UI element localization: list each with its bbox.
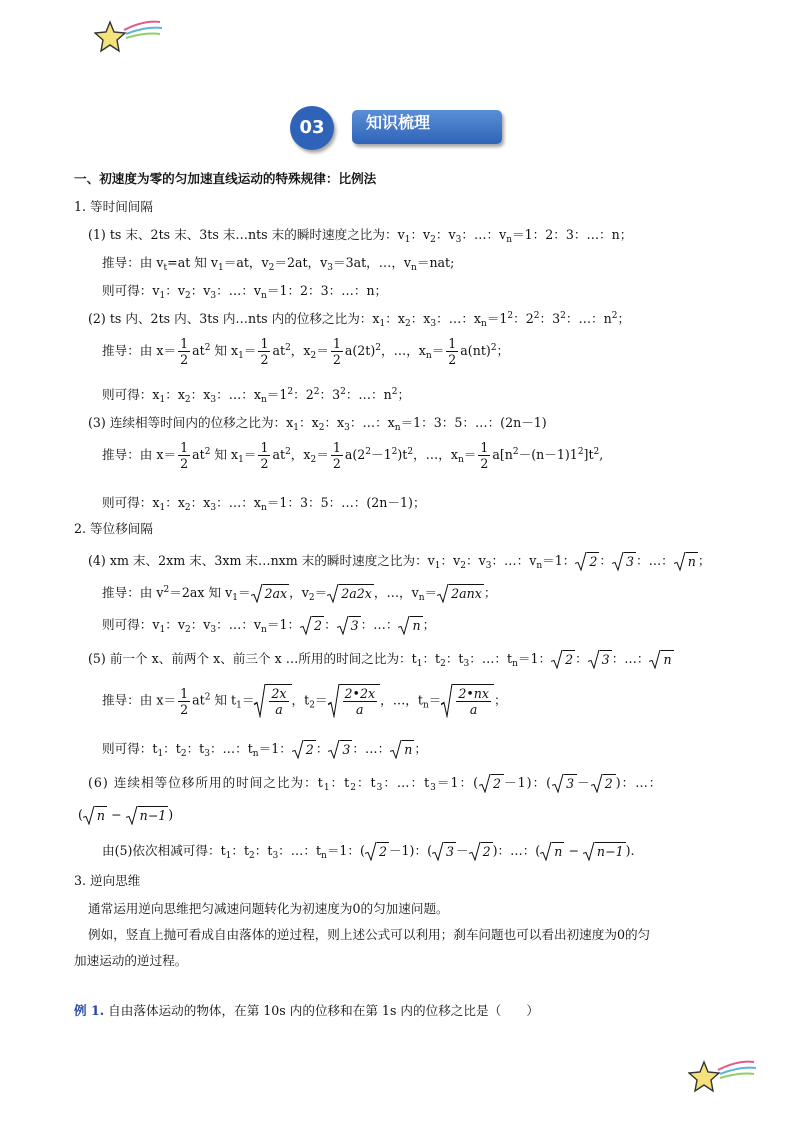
formula-line: 则可得：$v_1$：$v_2$：$v_3$：…：$v_n=1$： 2 ： 3 ：…： n ；: [102, 617, 436, 635]
formula-line: (6) 连续相等位移所用的时间之比为：$t_1$：$t_2$：$t_3$：…：$t_3=1$：( 2 －1)：( 3 － 2 )：…：: [88, 775, 663, 793]
subsection-title: 3. 逆向思维: [74, 873, 141, 888]
star-decoration-icon: [94, 16, 164, 60]
example-label: 例 1.: [74, 1003, 105, 1018]
paragraph: 加速运动的逆过程。: [74, 953, 188, 968]
formula-line: (5) 前一个 x、前两个 x、前三个 x …所用的时间之比为：$t_1$：$t_2$：$t_3$：…：$t_n=1$： 2 ： 3 ：…： n: [88, 651, 672, 669]
section-title: 知识梳理: [365, 113, 430, 132]
formula-line: 则可得：$x_1$：$x_2$：$x_3$：…：$x_n=1^2$：$2^2$：$3^2$：…：$n^2$；: [102, 387, 411, 405]
formula-line: 推导：由 x＝ $\frac{1}{2}$ $at^2$ 知 $t_1=$ $\frac{2x}{a}$ ，$t_2=$ $\frac{2•2x}{a}$ ，…，$t_n=$ $\frac{2•nx}{a}$ ；: [102, 685, 507, 717]
formula-line: (2) ts 内、2ts 内、3ts 内…nts 内的位移之比为：$x_1$：$x_2$：$x_3$：…：$x_n=1^2$：$2^2$：$3^2$：…：$n^2$；: [88, 311, 631, 329]
formula-line: (1) ts 末、2ts 末、3ts 末…nts 末的瞬时速度之比为：$v_1$：$v_2$：$v_3$：…：$v_n=1$：2：3：…：n；: [88, 227, 633, 245]
main-heading: 一、初速度为零的匀加速直线运动的特殊规律：比例法: [74, 171, 377, 186]
formula-line: 由(5)依次相减可得：$t_1$：$t_2$：$t_3$：…：$t_n=1$：( 2 －1)：( 3 － 2 )：…：( n − n−1 ).: [102, 843, 635, 861]
formula-line: 则可得：$x_1$：$x_2$：$x_3$：…：$x_n=1$：3：5：…：(2n－1)；: [102, 495, 426, 513]
formula-line: 则可得：$v_1$：$v_2$：$v_3$：…：$v_n=1$：2：3：…：n；: [102, 283, 388, 301]
formula-line: 推导：由 x＝ $\frac{1}{2}$ $at^2$ 知 $x_1=$ $\frac{1}{2}$ $at^2$，$x_2=$ $\frac{1}{2}$ $a(2t)^2$，…，$x_n=$ $\frac{1}{2}$ a(nt)$^2$；: [102, 336, 510, 367]
formula-line: 推导：由 $v_t=at$ 知 $v_1=at$，$v_2=2at$，$v_3=3at$，…，$v_n=nat$;: [102, 255, 455, 273]
paragraph: 通常运用逆向思维把匀减速问题转化为初速度为0的匀加速问题。: [88, 901, 449, 916]
formula-line: (4) xm 末、2xm 末、3xm 末…nxm 末的瞬时速度之比为：$v_1$：$v_2$：$v_3$：…：$v_n=1$： 2 ： 3 ：…： n ；: [88, 553, 711, 571]
section-header: [290, 106, 506, 150]
paragraph: 例如，竖直上抛可看成自由落体的逆过程，则上述公式可以利用；刹车问题也可以看出初速度为0的匀: [88, 927, 651, 942]
formula-line: (3) 连续相等时间内的位移之比为：$x_1$：$x_2$：$x_3$：…：$x_n=1$：3：5：…：(2n－1): [88, 415, 547, 433]
example-text: 自由落体运动的物体，在第 10s 内的位移和在第 1s 内的位移之比是（ ）: [108, 1003, 539, 1018]
formula-line: 则可得：$t_1$：$t_2$：$t_3$：…：$t_n=1$： 2 ： 3 ：…： n ；: [102, 741, 427, 759]
formula-line: 推导：由 $v^2=2ax$ 知 $v_1=$ 2ax ，$v_2=$ 2a2x ，…，$v_n=$ 2anx ；: [102, 585, 497, 603]
star-decoration-icon: [688, 1056, 758, 1100]
subsection-title: 2. 等位移间隔: [74, 521, 153, 536]
section-number: 03: [299, 117, 325, 138]
example-question: [74, 1002, 539, 1020]
formula-line: 推导：由 x＝ $\frac{1}{2}$ $at^2$ 知 $x_1=$ $\frac{1}{2}$ $at^2$，$x_2=$ $\frac{1}{2}$ $a(2^2-1^2)t^2$，…，$x_n=$ $\frac{1}{2}$ $a[n^2-(n-1)1^2]t^2$,: [102, 440, 604, 471]
subsection-title: 1. 等时间间隔: [74, 199, 153, 214]
formula-line: ( n − n−1 ): [78, 807, 174, 823]
